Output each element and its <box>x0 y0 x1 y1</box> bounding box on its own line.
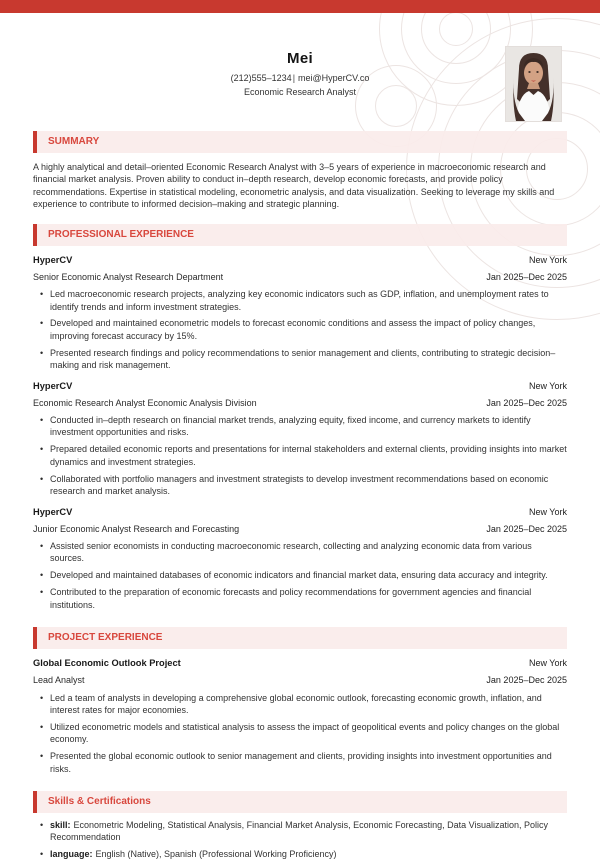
job-bullet: • Collaborated with portfolio managers and investment strategists to develop investment recommendations based on economic research and market analysis. <box>50 473 567 498</box>
job-location: New York <box>528 254 567 265</box>
job-role: Junior Economic Analyst Research and Forecasting <box>33 523 240 534</box>
job-bullet: • Developed and maintained databases of economic indicators and financial market data, ensuring data accuracy and integrity. <box>50 569 567 581</box>
job-bullet-list <box>33 540 567 611</box>
company-name: HyperCV <box>33 254 73 265</box>
job-dates: Jan 2025–Dec 2025 <box>486 523 567 534</box>
job-entry <box>33 254 567 372</box>
job-location: New York <box>528 506 567 517</box>
job-entry <box>33 380 567 498</box>
profile-photo-image <box>505 46 562 122</box>
section-heading-summary: SUMMARY <box>33 131 567 153</box>
project-name: Global Economic Outlook Project <box>33 658 181 669</box>
resume-body <box>33 131 567 861</box>
job-bullet-list <box>33 288 567 371</box>
job-bullet: • Presented research findings and policy recommendations to senior management and clients, contributing to strategic decision–making and risk management. <box>50 347 567 372</box>
job-bullet-list <box>33 414 567 497</box>
company-name: HyperCV <box>33 380 73 391</box>
job-role: Economic Research Analyst Economic Analysis Division <box>33 397 257 408</box>
candidate-title: Economic Research Analyst <box>243 87 357 97</box>
skill-item-label: skill: <box>50 819 71 830</box>
language-item <box>50 848 567 860</box>
job-bullet: • Contributed to the preparation of economic forecasts and policy recommendations for government agencies and financial institutions. <box>50 586 567 611</box>
job-entry <box>33 506 567 612</box>
phone-number: (212)555–1234 <box>230 73 292 83</box>
job-bullet: • Prepared detailed economic reports and presentations for internal stakeholders and external clients, providing insights into market dynamics and investment strategies. <box>50 443 567 468</box>
email-address: mei@HyperCV.co <box>298 73 370 83</box>
skills-list <box>33 819 567 861</box>
job-bullet: • Developed and maintained econometric models to forecast economic conditions and assess the impact of policy changes, improving forecast accuracy by 15%. <box>50 317 567 342</box>
project-role: Lead Analyst <box>33 675 85 686</box>
job-dates: Jan 2025–Dec 2025 <box>486 397 567 408</box>
job-dates: Jan 2025–Dec 2025 <box>486 271 567 282</box>
job-bullet: • Assisted senior economists in conducting macroeconomic research, collecting and analyzing economic data from various sources. <box>50 540 567 565</box>
project-dates: Jan 2025–Dec 2025 <box>486 675 567 686</box>
project-bullet: • Presented the global economic outlook to senior management and clients, providing insights into investment opportunities and risks. <box>50 750 567 775</box>
skill-item <box>50 819 567 844</box>
section-heading-professional-experience: PROFESSIONAL EXPERIENCE <box>33 224 567 246</box>
profile-photo <box>505 46 560 120</box>
company-name: HyperCV <box>33 506 73 517</box>
language-item-label: language: <box>50 849 93 860</box>
project-entry <box>33 657 567 775</box>
job-role: Senior Economic Analyst Research Department <box>33 271 224 282</box>
project-bullet-list <box>33 692 567 775</box>
project-bullet: • Utilized econometric models and statistical analysis to assess the impact of geopolitical events and policy changes on the global economy. <box>50 721 567 746</box>
job-bullet: • Led macroeconomic research projects, analyzing key economic indicators such as GDP, inflation, and unemployment rates to identify trends and inform investment strategies. <box>50 288 567 313</box>
top-accent-bar <box>0 0 600 13</box>
skill-item-value: Econometric Modeling, Statistical Analysis, Financial Market Analysis, Economic Forecasting, Data Visualization, Policy Recommendation <box>50 819 549 843</box>
contact-separator: | <box>292 73 296 83</box>
candidate-name: Mei <box>287 50 313 67</box>
section-heading-skills-certifications: Skills & Certifications <box>33 791 567 813</box>
job-location: New York <box>528 380 567 391</box>
summary-paragraph: A highly analytical and detail–oriented Economic Research Analyst with 3–5 years of experience in macroeconomic research and financial market analysis. Proven ability to conduct in–depth research, develop economic forecasts, and provide policy recommendations. Expertise in statistical modeling, econometric analysis, and data visualization. Seeking to leverage my skills and experience to contribute to informed decision–making and strategic planning. <box>33 162 555 210</box>
project-location: New York <box>528 658 567 669</box>
project-bullet: • Led a team of analysts in developing a comprehensive global economic outlook, forecasting economic growth, inflation, and interest rates for major economies. <box>50 692 567 717</box>
job-bullet: • Conducted in–depth research on financial market trends, analyzing equity, fixed income, and currency markets to identify investment opportunities and risks. <box>50 414 567 439</box>
language-item-value: English (Native), Spanish (Professional Working Proficiency) <box>95 849 337 860</box>
section-heading-project-experience: PROJECT EXPERIENCE <box>33 627 567 649</box>
